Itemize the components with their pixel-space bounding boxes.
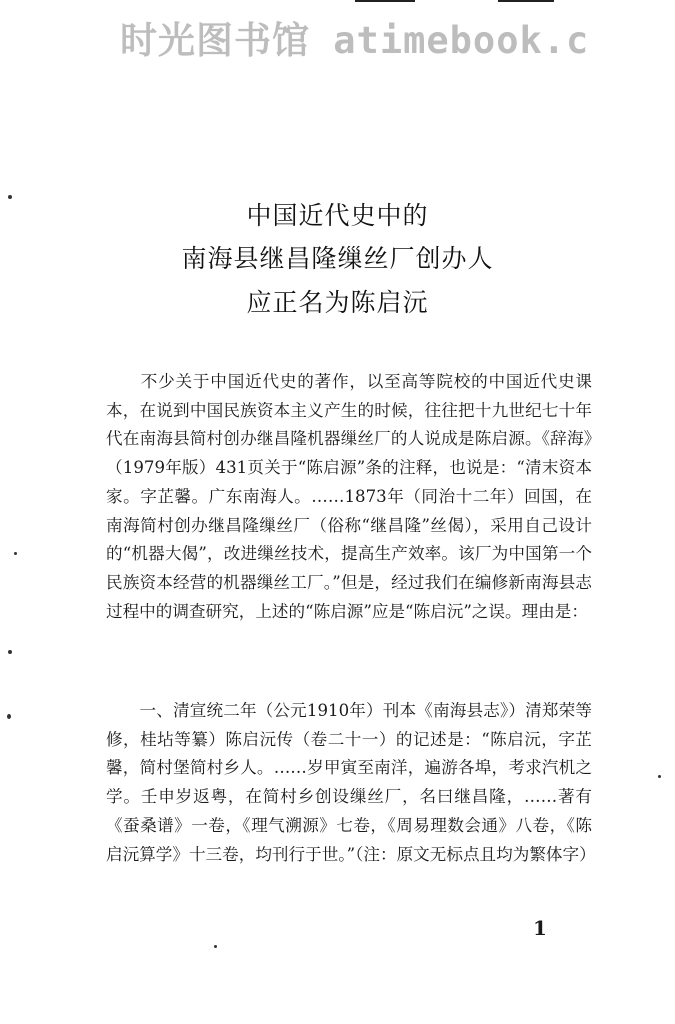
scan-speck — [658, 775, 661, 778]
scan-speck — [7, 714, 11, 719]
title-line-1: 中国近代史中的 — [246, 201, 429, 230]
scan-speck — [8, 650, 12, 654]
title-line-3: 应正名为陈启沅 — [246, 288, 429, 317]
watermark: 时光图书馆 atimebook.c — [120, 19, 590, 60]
top-rule-right — [498, 0, 554, 2]
scan-speck — [8, 195, 12, 199]
title-line-2: 南海县继昌隆缫丝厂创办人 — [181, 244, 494, 273]
body-paragraph-1: 不少关于中国近代史的著作，以至高等院校的中国近代史课本，在说到中国民族资本主义产生的时候，往往把十九世纪七十年代在南海县简村创办继昌隆机器缫丝厂的人说成是陈启源。《辞海》（1979年版）431页关于“陈启源”条的注释，也说是：“清末资本家。字芷馨。广东南海人。……1873年（同治十二年）回国，在南海简村创办继昌隆缫丝厂（俗称“继昌隆”丝偈），采用自己设计的“机器大偈”，改进缫丝技术，提高生产效率。该厂为中国第一个民族资本经营的机器缫丝工厂。”但是，经过我们在编修新南海县志过程中的调查研究，上述的“陈启源”应是“陈启沅”之误。理由是： — [106, 372, 592, 621]
scan-speck — [14, 552, 17, 555]
top-rule-left — [355, 0, 415, 2]
body-paragraph-2: 一、清宣统二年（公元1910年）刊本《南海县志》）清郑荣等修，桂坫等纂）陈启沅传（卷二十一）的记述是：“陈启沅，字芷馨，简村堡简村乡人。……岁甲寅至南洋，遍游各埠，考求汽机之学。壬申岁返粤，在简村乡创设缫丝厂，名曰继昌隆，……著有《蚕桑谱》一卷，《理气溯源》七卷，《周易理数会通》八卷，《陈启沅算学》十三卷，均刊行于世。”（注：原文无标点且均为繁体字） — [106, 701, 596, 864]
scan-speck — [214, 945, 217, 948]
page-number: 1 — [533, 916, 547, 940]
